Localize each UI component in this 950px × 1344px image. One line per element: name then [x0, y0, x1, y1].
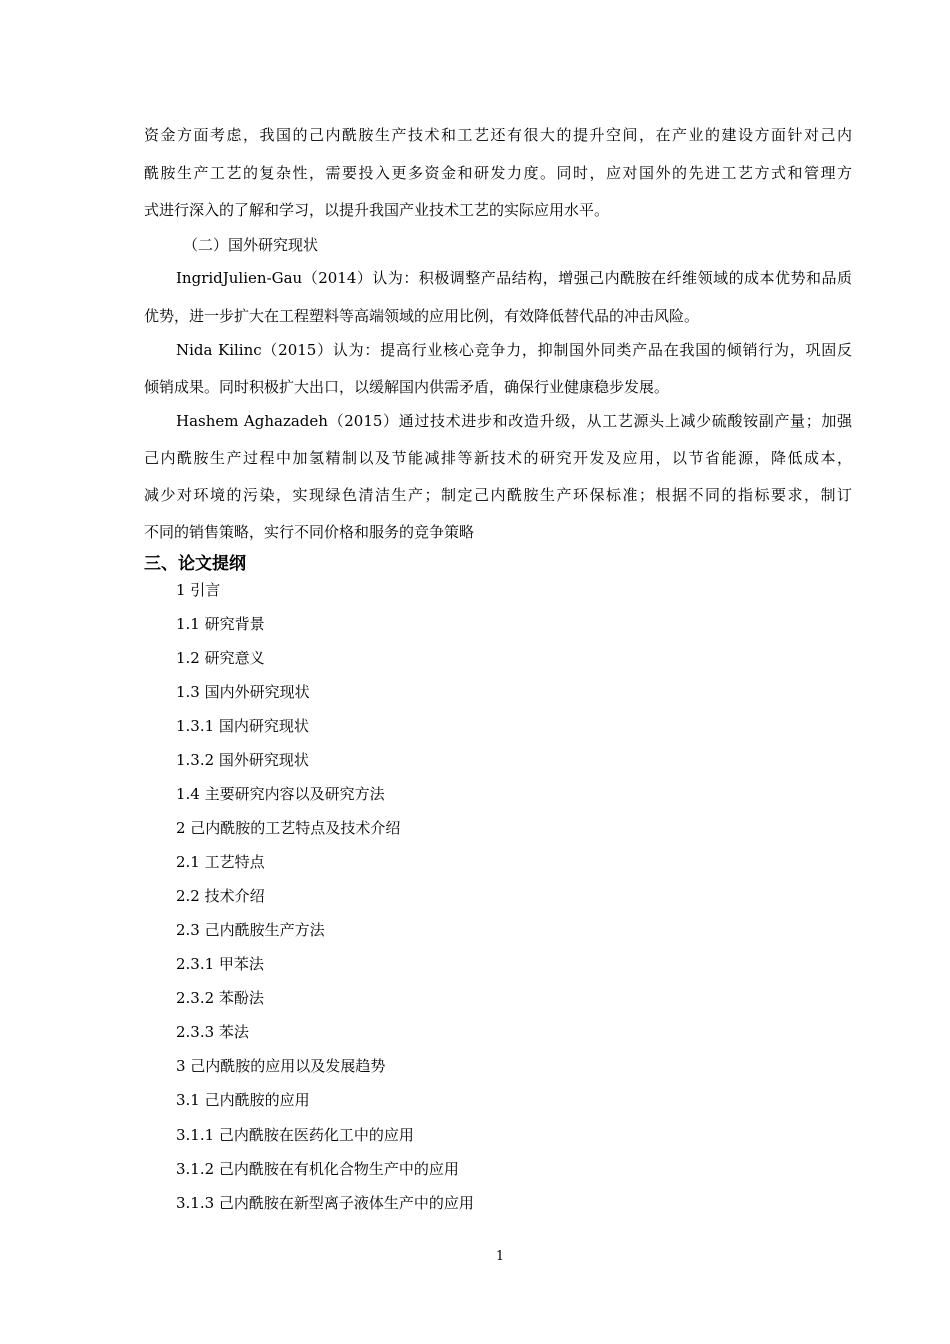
paragraph-line: 式进行深入的了解和学习，以提升我国产业技术工艺的实际应用水平。 — [144, 201, 610, 219]
paragraph-line: 己内酰胺生产过程中加氢精制以及节能减排等新技术的研究开发及应用，以节省能源，降低成本， — [144, 449, 852, 467]
paragraph-line: 不同的销售策略，实行不同价格和服务的竞争策略 — [144, 523, 475, 541]
outline-item: 1.3.2 国外研究现状 — [176, 751, 309, 769]
outline-item: 2.3.1 甲苯法 — [176, 955, 264, 973]
paragraph-line: IngridJulien-Gau（2014）认为：积极调整产品结构，增强己内酰胺在纤维领域的成本优势和品质 — [176, 269, 852, 287]
outline-item: 1.2 研究意义 — [176, 649, 265, 667]
outline-item: 2.3.2 苯酚法 — [176, 989, 264, 1007]
paragraph-line: 酰胺生产工艺的复杂性，需要投入更多资金和研发力度。同时，应对国外的先进工艺方式和管理方 — [144, 164, 852, 182]
outline-item: 1.4 主要研究内容以及研究方法 — [176, 785, 385, 803]
outline-item: 3.1.3 己内酰胺在新型离子液体生产中的应用 — [176, 1194, 474, 1212]
outline-item: 2 己内酰胺的工艺特点及技术介绍 — [176, 819, 401, 837]
outline-item: 3.1.1 己内酰胺在医药化工中的应用 — [176, 1126, 414, 1144]
page-number: 1 — [495, 1249, 505, 1264]
outline-item: 1.3.1 国内研究现状 — [176, 717, 309, 735]
outline-item: 2.1 工艺特点 — [176, 853, 265, 871]
paragraph-line: 资金方面考虑，我国的己内酰胺生产技术和工艺还有很大的提升空间，在产业的建设方面针对己内 — [144, 126, 852, 144]
outline-item: 3.1.2 己内酰胺在有机化合物生产中的应用 — [176, 1160, 459, 1178]
section-heading: 三、论文提纲 — [144, 554, 246, 574]
outline-item: 3 己内酰胺的应用以及发展趋势 — [176, 1057, 386, 1075]
outline-item: 1.3 国内外研究现状 — [176, 683, 310, 701]
outline-item: 2.3.3 苯法 — [176, 1023, 249, 1041]
paragraph-line: Hashem Aghazadeh（2015）通过技术进步和改造升级，从工艺源头上减少硫酸铵副产量；加强 — [176, 412, 852, 430]
paragraph-line: 减少对环境的污染，实现绿色清洁生产；制定己内酰胺生产环保标准；根据不同的指标要求，制订 — [144, 486, 852, 504]
paragraph-line: 倾销成果。同时积极扩大出口，以缓解国内供需矛盾，确保行业健康稳步发展。 — [144, 378, 670, 396]
paragraph-line: 优势，进一步扩大在工程塑料等高端领域的应用比例，有效降低替代品的冲击风险。 — [144, 307, 700, 325]
paragraph-line: Nida Kilinc（2015）认为：提高行业核心竞争力，抑制国外同类产品在我国的倾销行为，巩固反 — [176, 341, 852, 359]
outline-item: 1 引言 — [176, 581, 221, 599]
subsection-title: （二）国外研究现状 — [183, 236, 319, 254]
outline-item: 2.3 己内酰胺生产方法 — [176, 921, 325, 939]
outline-item: 1.1 研究背景 — [176, 615, 265, 633]
outline-item: 2.2 技术介绍 — [176, 887, 265, 905]
outline-item: 3.1 己内酰胺的应用 — [176, 1091, 310, 1109]
